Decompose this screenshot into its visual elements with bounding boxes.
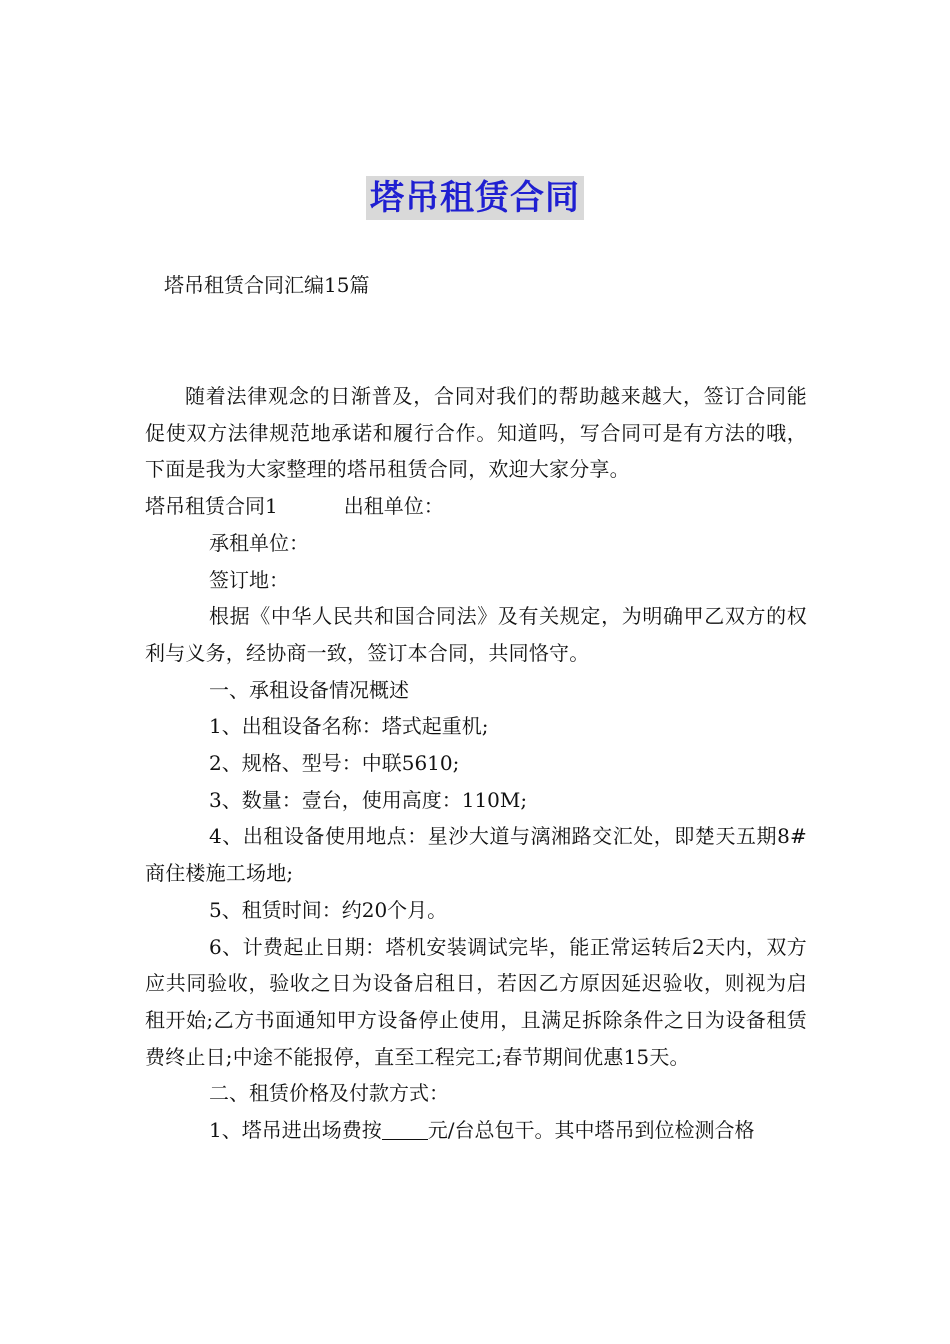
section1-item: 2、规格、型号：中联5610;	[209, 751, 460, 776]
title-container	[0, 176, 950, 220]
section2-heading: 二、租赁价格及付款方式：	[209, 1081, 449, 1106]
signing-place-label: 签订地：	[209, 567, 289, 592]
intro-paragraph: 随着法律观念的日渐普及，合同对我们的帮助越来越大，签订合同能促使双方法律规范地承诺和履行合作。知道吗，写合同可是有方法的哦，下面是我为大家整理的塔吊租赁合同，欢迎大家分享。	[145, 384, 807, 482]
section2-item	[145, 1112, 807, 1149]
lessee-label: 承租单位：	[209, 530, 309, 555]
fill-in-blank	[382, 1119, 428, 1140]
lessor-label: 出租单位：	[343, 494, 444, 519]
section1-item: 1、出租设备名称：塔式起重机;	[209, 714, 489, 739]
preamble-paragraph: 根据《中华人民共和国合同法》及有关规定，为明确甲乙双方的权利与义务，经协商一致，签订本合同，共同恪守。	[145, 604, 807, 665]
document-title: 塔吊租赁合同	[366, 176, 584, 220]
section2-item1-after: 元/台总包干。其中塔吊到位检测合格	[427, 1118, 755, 1143]
document-body	[145, 378, 807, 1149]
section1-item: 4、出租设备使用地点：星沙大道与漓湘路交汇处，即楚天五期8#商住楼施工场地;	[145, 824, 807, 886]
contract1-heading-row	[145, 488, 807, 525]
section2-item1-before: 1、塔吊进出场费按	[209, 1118, 382, 1143]
contract1-heading: 塔吊租赁合同1	[145, 494, 278, 519]
section1-item: 5、租赁时间：约20个月。	[209, 897, 448, 922]
section1-item: 3、数量：壹台，使用高度：110M;	[209, 787, 528, 812]
section1-heading: 一、承租设备情况概述	[209, 677, 409, 702]
section1-item: 6、计费起止日期：塔机安装调试完毕，能正常运转后2天内，双方应共同验收，验收之日为设备启租日，若因乙方原因延迟验收，则视为启租开始;乙方书面通知甲方设备停止使用，且满足拆除条件之日为设备租赁费终止日;中途不能报停，直至工程完工;春节期间优惠15天。	[145, 934, 807, 1069]
document-subtitle: 塔吊租赁合同汇编15篇	[164, 273, 370, 297]
